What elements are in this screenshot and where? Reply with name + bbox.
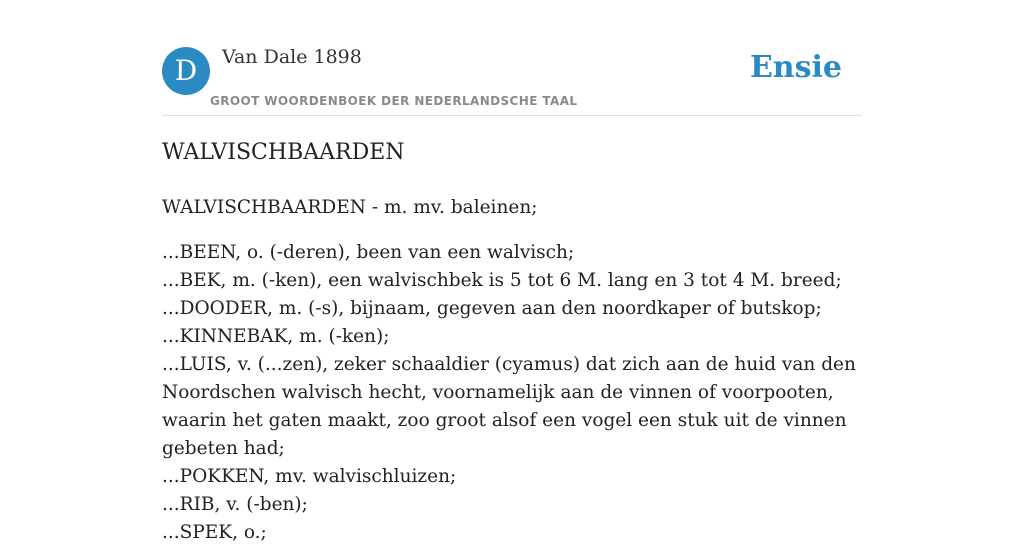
subentry-list bbox=[162, 239, 862, 547]
subentry: ...BEEN, o. (-deren), been van een walvisch; bbox=[162, 242, 575, 263]
subentry: ...SPEK, o.; bbox=[162, 522, 267, 543]
subentry: ...DOODER, m. (-s), bijnaam, gegeven aan den noordkaper of butskop; bbox=[162, 298, 822, 319]
entry-definition: WALVISCHBAARDEN - m. mv. baleinen; bbox=[162, 197, 538, 218]
source-title[interactable]: Van Dale 1898 bbox=[222, 46, 362, 68]
headword: WALVISCHBAARDEN bbox=[162, 140, 405, 165]
subentry: ...LUIS, v. (...zen), zeker schaaldier (cyamus) dat zich aan de huid van den Noordschen walvisch hecht, voornamelijk aan de vinnen of voorpooten, waarin het gaten maakt, zoo groot alsof een vogel een stuk uit de vinnen gebeten had; bbox=[162, 354, 856, 459]
subentry: ...KINNEBAK, m. (-ken); bbox=[162, 326, 390, 347]
page bbox=[162, 0, 862, 543]
subentry: ...POKKEN, mv. walvischluizen; bbox=[162, 466, 457, 487]
subentry: ...BEK, m. (-ken), een walvischbek is 5 tot 6 M. lang en 3 tot 4 M. breed; bbox=[162, 270, 842, 291]
source-logo[interactable]: D bbox=[162, 47, 210, 95]
brand-logo[interactable]: Ensie bbox=[749, 50, 842, 85]
source-header bbox=[162, 0, 862, 116]
subentry: ...RIB, v. (-ben); bbox=[162, 494, 308, 515]
source-subtitle: GROOT WOORDENBOEK DER NEDERLANDSCHE TAAL bbox=[210, 94, 578, 108]
